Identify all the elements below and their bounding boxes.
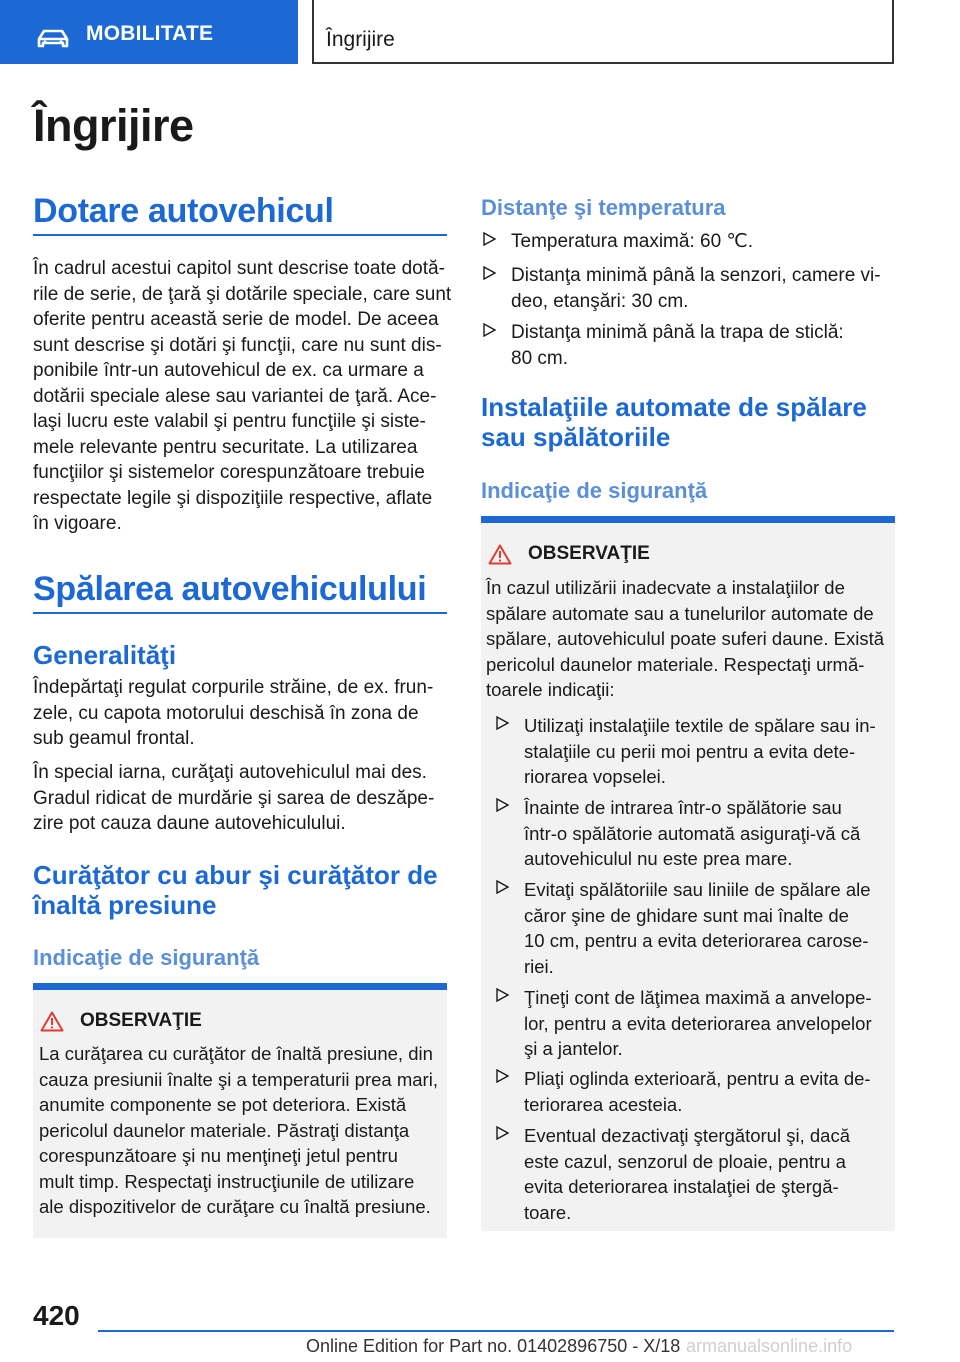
heading-rule: [33, 234, 447, 236]
triangle-bullet-icon: [496, 716, 509, 730]
text-line: mele relevante pentru securitate. La utilizarea: [33, 436, 418, 458]
triangle-bullet-icon: [496, 798, 509, 812]
heading-spalarea: Spălarea autovehiculului: [33, 570, 427, 608]
triangle-bullet-icon: [483, 323, 496, 337]
triangle-bullet-icon: [483, 232, 496, 246]
heading-line: înaltă presiune: [33, 890, 217, 920]
text-line: Îndepărtaţi regulat corpurile străine, de ex. frun-: [33, 677, 434, 698]
text-line: riorarea vopselei.: [524, 766, 666, 787]
text-line: pericolul daunelor materiale. Respectaţi urmă-: [486, 653, 865, 675]
text-line: mult timp. Respectaţi instrucţiunile de utilizare: [39, 1170, 415, 1192]
text-line: autovehiculul nu este prea mare.: [524, 848, 793, 869]
car-icon: [36, 28, 70, 50]
heading-distante: Distanţe şi temperatura: [481, 195, 726, 220]
triangle-bullet-icon: [496, 880, 509, 894]
text-line: este cazul, senzorul de ploaie, pentru a: [524, 1150, 846, 1172]
generalitati-paragraph-1: [33, 675, 433, 752]
text-line: În special iarna, curăţaţi autovehiculul mai des.: [33, 762, 427, 783]
section-label: MOBILITATE: [86, 22, 214, 45]
text-line: corespunzătoare şi nu menţineţi jetul pentru: [39, 1145, 398, 1166]
heading-line: sau spălătoriile: [481, 422, 671, 452]
text-line: laşi lucru este valabil şi pentru funcţiile şi siste-: [33, 411, 426, 432]
text-line: riei.: [524, 955, 554, 977]
text-line: şi a jantelor.: [524, 1038, 623, 1059]
text-line: În cazul utilizării inadecvate a instalaţiilor de: [486, 577, 845, 598]
dotare-paragraph: [33, 256, 451, 537]
text-line: stalaţiile cu perii moi pentru a evita dete-: [524, 740, 856, 762]
warning-title: OBSERVAŢIE: [80, 1010, 202, 1031]
warning-text-right: [486, 575, 884, 703]
section-tab[interactable]: [0, 0, 298, 64]
footer-edition: Online Edition for Part no. 01402896750 - X/18: [306, 1336, 681, 1356]
warning-triangle-icon: [40, 1011, 64, 1032]
heading-line: Instalaţiile automate de spălare: [481, 392, 867, 422]
text-line: sub geamul frontal.: [33, 728, 195, 749]
text-line: Pliaţi oglinda exterioară, pentru a evita de-: [524, 1068, 871, 1089]
warning-title: OBSERVAŢIE: [528, 543, 650, 564]
warning-bar: [33, 983, 447, 990]
text-line: toare.: [524, 1201, 572, 1223]
text-line: Eventual dezactivaţi ştergătorul şi, dacă: [524, 1125, 850, 1146]
heading-rule: [33, 612, 447, 614]
watermark: armanualsonline.info: [686, 1336, 853, 1356]
heading-instalatii: [481, 392, 867, 452]
text-line: Temperatura maximă: 60 ℃.: [511, 231, 754, 252]
text-line: Utilizaţi instalaţiile textile de spălare sau in-: [524, 715, 876, 736]
heading-indicatie-right: Indicaţie de siguranţă: [481, 478, 708, 503]
text-line: ale dispozitivelor de curăţare cu înaltă presiune.: [39, 1196, 431, 1217]
warning-heading: [488, 543, 650, 565]
text-line: căror şine de ghidare sunt mai înalte de: [524, 904, 849, 926]
heading-indicatie-left: Indicaţie de siguranţă: [33, 945, 260, 970]
warning-text-left: [39, 1041, 438, 1220]
text-line: ponibile într-un autovehicul de ex. ca urmare a: [33, 360, 424, 381]
text-line: Evitaţi spălătoriile sau liniile de spălare ale: [524, 879, 871, 900]
text-line: dotării speciale alese sau variantei de ţară. Ace-: [33, 385, 437, 407]
text-line: rile de serie, de ţară şi dotările speciale, care sunt: [33, 283, 452, 305]
text-line: zele, cu capota motorului deschisă în zona de: [33, 702, 419, 724]
triangle-bullet-icon: [483, 266, 496, 280]
text-line: pericolul daunelor materiale. Păstraţi distanţa: [39, 1119, 410, 1141]
heading-dotare: Dotare autovehicul: [33, 192, 334, 230]
page-number: 420: [33, 1300, 80, 1331]
text-line: La curăţarea cu curăţător de înaltă presiune, din: [39, 1043, 433, 1064]
text-line: Distanţa minimă până la senzori, camere vi-: [511, 265, 881, 286]
warning-heading: [40, 1010, 202, 1032]
text-line: deo, etanşări: 30 cm.: [511, 290, 689, 312]
text-line: respectate legile şi dispoziţiile respective, aflate: [33, 487, 433, 509]
text-line: sunt descrise şi dotări şi funcţii, care nu sunt dis-: [33, 334, 442, 356]
text-line: spălare automate sau a tunelurilor automate de: [486, 602, 874, 624]
breadcrumb: [312, 0, 894, 64]
text-line: Gradul ridicat de murdărie şi sarea de deszăpe-: [33, 787, 435, 809]
text-line: în vigoare.: [33, 513, 122, 534]
text-line: zire pot cauza daune autovehiculului.: [33, 813, 346, 834]
heading-curatator: [33, 860, 438, 920]
warning-triangle-icon: [488, 544, 512, 565]
text-line: teriorarea acesteia.: [524, 1093, 683, 1115]
warning-bar: [481, 516, 895, 523]
text-line: 80 cm.: [511, 347, 569, 369]
heading-generalitati: Generalităţi: [33, 640, 177, 670]
text-line: 10 cm, pentru a evita deteriorarea carose-: [524, 930, 869, 951]
text-line: cauza presiunii înalte şi a temperaturii prea mari,: [39, 1068, 438, 1090]
text-line: În cadrul acestui capitol sunt descrise toate dotă-: [33, 258, 445, 279]
text-line: evita deteriorarea instalaţiei de ştergă-: [524, 1176, 839, 1197]
triangle-bullet-icon: [496, 1126, 509, 1140]
text-line: Înainte de intrarea într-o spălătorie sau: [524, 797, 842, 818]
text-line: Ţineţi cont de lăţimea maximă a anvelope-: [524, 987, 872, 1008]
page-title: Îngrijire: [33, 100, 194, 151]
text-line: funcţiilor şi sistemelor corespunzătoare trebuie: [33, 462, 425, 483]
generalitati-paragraph-2: [33, 760, 434, 837]
heading-line: Curăţător cu abur şi curăţător de: [33, 860, 438, 890]
text-line: spălare, autovehiculul poate suferi daune. Există: [486, 628, 885, 649]
text-line: anumite componente se pot deteriora. Există: [39, 1094, 407, 1115]
text-line: oferite pentru această serie de model. De aceea: [33, 309, 439, 330]
triangle-bullet-icon: [496, 1069, 509, 1083]
text-line: într-o spălătorie automată asiguraţi-vă că: [524, 822, 861, 844]
breadcrumb-text: Îngrijire: [326, 28, 395, 51]
text-line: Distanţa minimă până la trapa de sticlă:: [511, 322, 844, 343]
footer-rule: [98, 1330, 894, 1332]
text-line: toarele indicaţii:: [486, 679, 615, 700]
text-line: lor, pentru a evita deteriorarea anvelopelor: [524, 1012, 872, 1034]
triangle-bullet-icon: [496, 988, 509, 1002]
